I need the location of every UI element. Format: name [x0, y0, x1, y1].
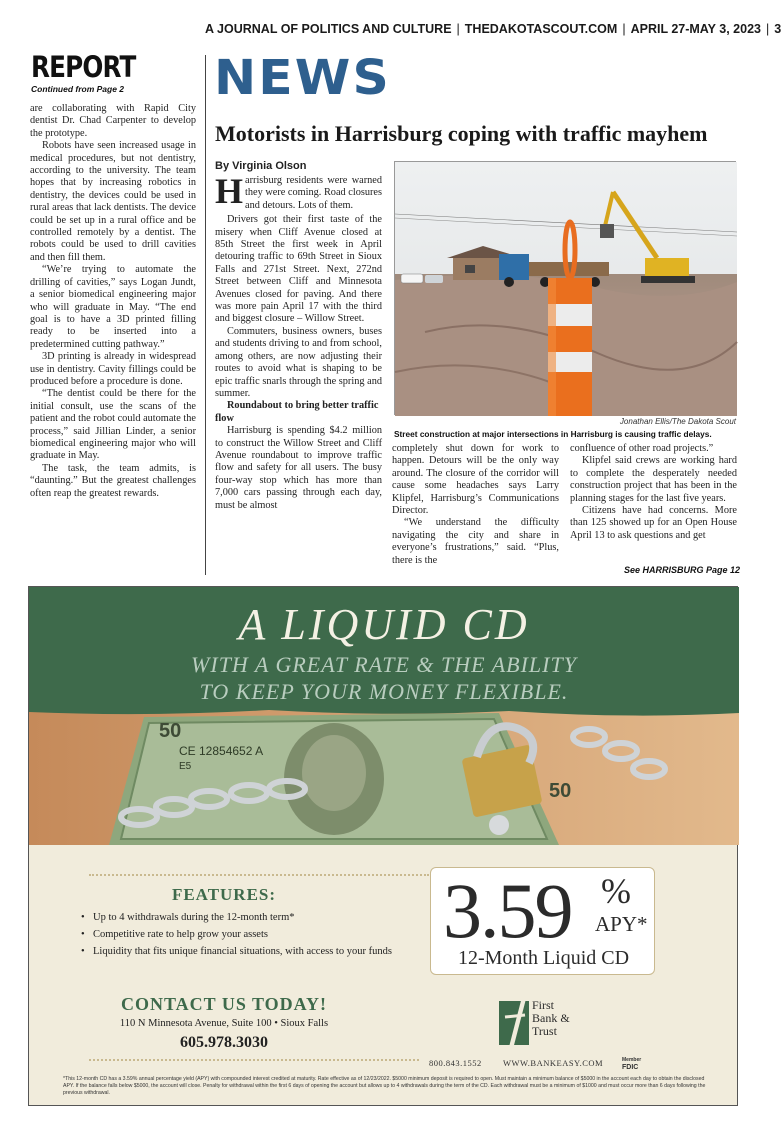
report-paragraph: 3D printing is already in widespread use in dentistry. Cavity fillings could be produced before a procedure is done.: [30, 351, 196, 387]
feature-item: • Liquidity that fits unique financial situations, with access to your funds: [81, 943, 401, 960]
article-headline: Motorists in Harrisburg coping with traffic mayhem: [215, 121, 708, 146]
svg-text:50: 50: [159, 720, 182, 742]
fdic-member-text: Member: [622, 1057, 642, 1063]
bank-advertisement: [28, 586, 738, 1106]
contact-address: 110 N Minnesota Avenue, Suite 100 • Sioux Falls: [119, 1018, 329, 1029]
fdic-badge: [622, 1057, 641, 1071]
bank-name-line: Trust: [532, 1024, 557, 1038]
article-lead: Harrisburg residents were warned they were coming. Road closures and detours. Lots of them.: [215, 171, 382, 211]
article-paragraph: Harrisburg is spending $4.2 million to construct the Willow Street and Cliff Avenue roundabout to improve traffic flow and safety for all users. The busy four-way stop which has more than 7,000 cars passing through each day, must be almost: [215, 425, 382, 511]
svg-text:50: 50: [549, 780, 572, 802]
report-paragraph: “The dentist could be there for the initial consult, use the scans of the patient and the robot could automate the process,” said Jillian Linder, a senior biomedical engineering major who will graduate in May.: [30, 388, 196, 462]
page-header: A JOURNAL OF POLITICS AND CULTURE | THEDAKOTASCOUT.COM | APRIL 27-MAY 3, 2023 | 3: [205, 22, 781, 36]
drop-cap: H: [215, 171, 244, 211]
feature-item: • Competitive rate to help grow your assets: [81, 926, 401, 943]
article-byline: By Virginia Olson: [215, 160, 307, 172]
article-subhead: Roundabout to bring better traffic flow: [215, 400, 379, 424]
article-paragraph: completely shut down for work to happen. Detours will be the only way around. The closure of the corridor will cause some headaches says Larry Klipfel, Harrisburg’s Communications Director.: [392, 443, 559, 517]
contact-title: CONTACT US TODAY!: [120, 994, 328, 1014]
divider: [89, 874, 429, 876]
rate-value: 3.59: [443, 867, 572, 954]
contact-phone[interactable]: 605.978.3030: [180, 1034, 268, 1051]
column-divider: [205, 55, 206, 575]
report-paragraph: Robots have seen increased usage in medical procedures, but not dentistry, according to the university. The team hopes that by increasing robotics in dentistry, the devices could be used in rural areas that lack dentists. The device could be set up in a rural office and be controlled remotely by a dentist. The robots could be used to drill cavities and then fill them.: [30, 140, 196, 263]
issue-dates: APRIL 27-MAY 3, 2023: [630, 22, 761, 36]
ad-title: A LIQUID CD: [238, 600, 530, 649]
article-paragraph: Klipfel said crews are working hard to complete the desperately needed construction project that has been in the planning stages for the last five years.: [570, 455, 737, 504]
features-title: FEATURES:: [171, 885, 277, 904]
article-column-2: [392, 443, 559, 567]
article-column-3: [570, 443, 737, 542]
article-column-1: [215, 171, 382, 512]
divider: [89, 1059, 419, 1061]
report-section-title: REPORT: [31, 50, 136, 84]
rate-percent-sign: %: [601, 871, 631, 911]
ad-disclaimer: *This 12-month CD has a 3.59% annual percentage yield (APY) with compounded interest credited at maturity. Rate effective as of 12/23/2022. $5000 minimum deposit is required to open. Must maintain a minimum balance of $5000 in the account each day to obtain the disclosed APY. If the balance falls below $5000, the account will close. Penalty for withdrawal within the first 6 days of opening the account but allows up to 4 withdrawals during the term of the CD. Each withdrawal must be a minimum of $1000 and must occur more than 6 days following the previous withdrawal.: [63, 1076, 706, 1096]
svg-text:E5: E5: [179, 761, 192, 772]
jump-link[interactable]: See HARRISBURG Page 12: [623, 565, 740, 575]
report-column: [30, 103, 196, 500]
journal-tagline: A JOURNAL OF POLITICS AND CULTURE: [205, 22, 452, 36]
report-paragraph: The task, the team admits, is “daunting.” But the greatest challenges often reap the greatest rewards.: [30, 462, 196, 499]
news-section-title: NEWS: [214, 50, 391, 106]
bank-name-line: First: [532, 998, 555, 1012]
svg-text:CE 12854652 A: CE 12854652 A: [179, 744, 264, 758]
bank-name-line: Bank &: [532, 1011, 570, 1025]
bank-phone[interactable]: 800.843.1552: [429, 1058, 482, 1068]
cash-chain-padlock-image: [29, 707, 739, 845]
ad-subtitle: [29, 651, 739, 705]
photo-credit: Jonathan Ellis/The Dakota Scout: [619, 417, 736, 426]
report-paragraph: are collaborating with Rapid City dentist Dr. Chad Carpenter to develop the prototype.: [30, 103, 196, 139]
ad-subtitle-line: WITH A GREAT RATE & THE ABILITY: [191, 652, 577, 677]
rate-label: 12-Month Liquid CD: [457, 947, 630, 969]
feature-item: • Up to 4 withdrawals during the 12-month term*: [81, 909, 401, 926]
article-paragraph: Drivers got their first taste of the misery when Cliff Avenue closed at 85th Street the first week in April detouring traffic to 69th Street in Sioux Falls and 271st Street. Next, 272nd Street between Cliff and Minnesota Avenues closed for paving. And there was more pain April 17 with the third and biggest closure – Willow Street.: [215, 214, 382, 325]
ad-banner: [29, 587, 739, 713]
site-name[interactable]: THEDAKOTASCOUT.COM: [464, 22, 618, 36]
construction-scene-image: [395, 162, 737, 416]
article-paragraph: Commuters, business owners, buses and students driving to and from school, among others, are now adjusting their routes to avoid what is shaping to be epic traffic snarls through the spring and summer.: [215, 325, 382, 399]
report-paragraph: “We’re trying to automate the drilling of cavities,” says Logan Jundt, a senior biomedical engineering major who will graduate in May. “The end goal is to have a 3D printed filling ready to be inserted into a predetermined cutting pathway.”: [30, 264, 196, 350]
bank-url[interactable]: WWW.BANKEASY.COM: [503, 1058, 604, 1068]
ad-subtitle-line: TO KEEP YOUR MONEY FLEXIBLE.: [199, 679, 569, 704]
article-paragraph: confluence of other road projects.”: [570, 443, 714, 454]
fdic-text: FDIC: [622, 1064, 639, 1071]
continued-from: Continued from Page 2: [31, 84, 125, 94]
rate-apy: APY*: [595, 912, 648, 936]
article-paragraph: “We understand the difficulty navigating the city and share in everyone’s frustrations,” said. “Plus, there is the: [392, 517, 559, 566]
bank-name: [532, 999, 570, 1038]
page-number: 3: [774, 22, 781, 36]
money-lock-image: [29, 707, 739, 845]
features-list: [81, 909, 401, 960]
rate-box: [430, 867, 655, 975]
construction-photo: [394, 161, 736, 415]
photo-caption: Street construction at major intersections in Harrisburg is causing traffic delays.: [394, 429, 712, 439]
article-paragraph: Citizens have had concerns. More than 125 showed up for an Open House April 13 to ask questions and get: [570, 505, 737, 541]
